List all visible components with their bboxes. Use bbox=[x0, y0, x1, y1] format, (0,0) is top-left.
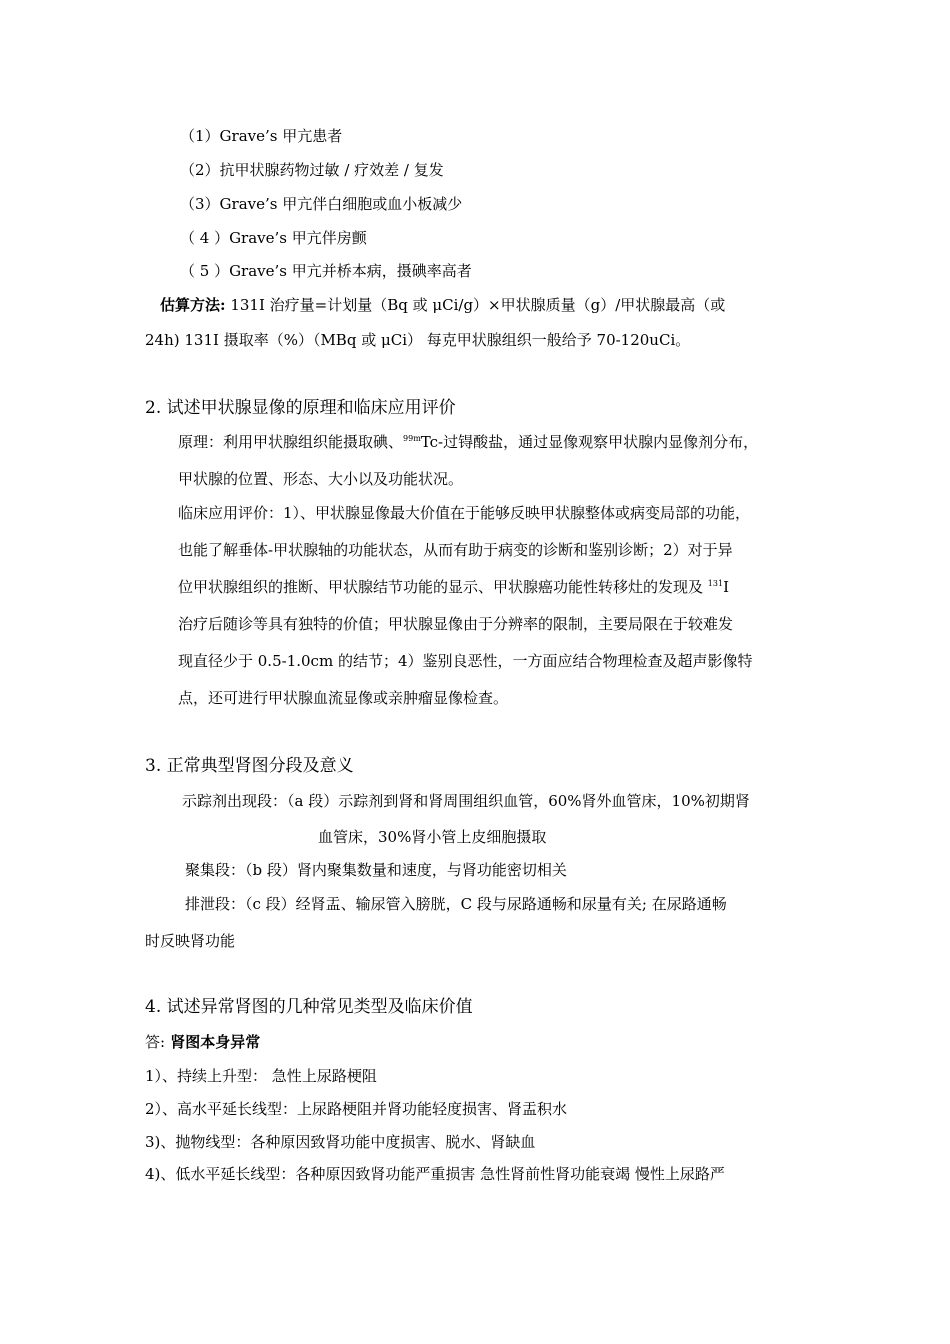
answer-subheading: 肾图本身异常 bbox=[165, 1033, 261, 1051]
indication-item: （ 5 ）Grave’s 甲亢并桥本病，摄碘率高者 bbox=[180, 262, 472, 280]
isotope-superscript: 99m bbox=[403, 434, 421, 443]
isotope-superscript: 131 bbox=[707, 579, 724, 588]
q4-type-item: 1）、持续上升型： 急性上尿路梗阻 bbox=[145, 1067, 377, 1085]
indication-item: （3）Grave’s 甲亢伴白细胞或血小板减少 bbox=[180, 195, 463, 213]
q2-principle-line: 甲状腺的位置、形态、大小以及功能状况。 bbox=[178, 470, 464, 488]
q4-type-item: 4)、低水平延长线型：各种原因致肾功能严重损害 急性肾前性肾功能衰竭 慢性上尿路严 bbox=[145, 1165, 725, 1183]
q2-principle-text: Tc-过锝酸盐，通过显像观察甲状腺内显像剂分布， bbox=[420, 433, 759, 451]
q3-segment-a: 示踪剂出现段：（a 段）示踪剂到肾和肾周围组织血管，60%肾外血管床，10%初期肾 bbox=[182, 792, 750, 810]
q2-eval-line: 现直径少于 0.5-1.0cm 的结节；4）鉴别良恶性，一方面应结合物理检查及超声影像特 bbox=[178, 652, 753, 670]
q3-segment-c: 排泄段：（c 段）经肾盂、输尿管入膀胱，C 段与尿路通畅和尿量有关; 在尿路通畅 bbox=[185, 895, 727, 913]
q2-eval-text: I bbox=[723, 578, 729, 596]
q2-heading: 2. 试述甲状腺显像的原理和临床应用评价 bbox=[145, 398, 456, 418]
q3-heading: 3. 正常典型肾图分段及意义 bbox=[145, 756, 354, 776]
estimate-line-2: 24h) 131I 摄取率（%）（MBq 或 μCi） 每克甲状腺组织一般给予 70-120uCi。 bbox=[145, 331, 691, 349]
q2-eval-line bbox=[178, 577, 729, 597]
q2-principle-line bbox=[178, 432, 758, 452]
q4-heading: 4. 试述异常肾图的几种常见类型及临床价值 bbox=[145, 997, 473, 1017]
q4-answer-line bbox=[145, 1032, 260, 1052]
q2-eval-line: 点，还可进行甲状腺血流显像或亲肿瘤显像检查。 bbox=[178, 689, 509, 707]
q2-eval-line: 临床应用评价：1）、甲状腺显像最大价值在于能够反映甲状腺整体或病变局部的功能， bbox=[178, 504, 751, 522]
q4-type-item: 3)、抛物线型：各种原因致肾功能中度损害、脱水、肾缺血 bbox=[145, 1133, 536, 1151]
answer-prefix: 答: bbox=[145, 1033, 166, 1051]
q3-segment-c-cont: 时反映肾功能 bbox=[145, 932, 236, 950]
q3-segment-a-cont: 血管床，30%肾小管上皮细胞摄取 bbox=[318, 828, 547, 846]
q2-eval-line: 也能了解垂体-甲状腺轴的功能状态，从而有助于病变的诊断和鉴别诊断；2）对于异 bbox=[178, 541, 733, 559]
indication-item: （2）抗甲状腺药物过敏 / 疗效差 / 复发 bbox=[180, 161, 444, 179]
indication-item: （ 4 ）Grave’s 甲亢伴房颤 bbox=[180, 229, 367, 247]
estimate-line-1 bbox=[160, 295, 725, 315]
indication-item: （1）Grave’s 甲亢患者 bbox=[180, 127, 343, 145]
q3-segment-b: 聚集段：（b 段）肾内聚集数量和速度，与肾功能密切相关 bbox=[185, 861, 567, 879]
q2-eval-text: 位甲状腺组织的推断、甲状腺结节功能的显示、甲状腺癌功能性转移灶的发现及 bbox=[178, 578, 708, 596]
q2-eval-line: 治疗后随诊等具有独特的价值；甲状腺显像由于分辨率的限制，主要局限在于较难发 bbox=[178, 615, 734, 633]
q4-type-item: 2）、高水平延长线型：上尿路梗阻并肾功能轻度损害、肾盂积水 bbox=[145, 1100, 568, 1118]
estimate-formula: 131I 治疗量=计划量（Bq 或 μCi/g）×甲状腺质量（g）/甲状腺最高（或 bbox=[225, 296, 726, 314]
q2-principle-text: 原理：利用甲状腺组织能摄取碘、 bbox=[178, 433, 404, 451]
estimate-label: 估算方法: bbox=[160, 296, 226, 314]
